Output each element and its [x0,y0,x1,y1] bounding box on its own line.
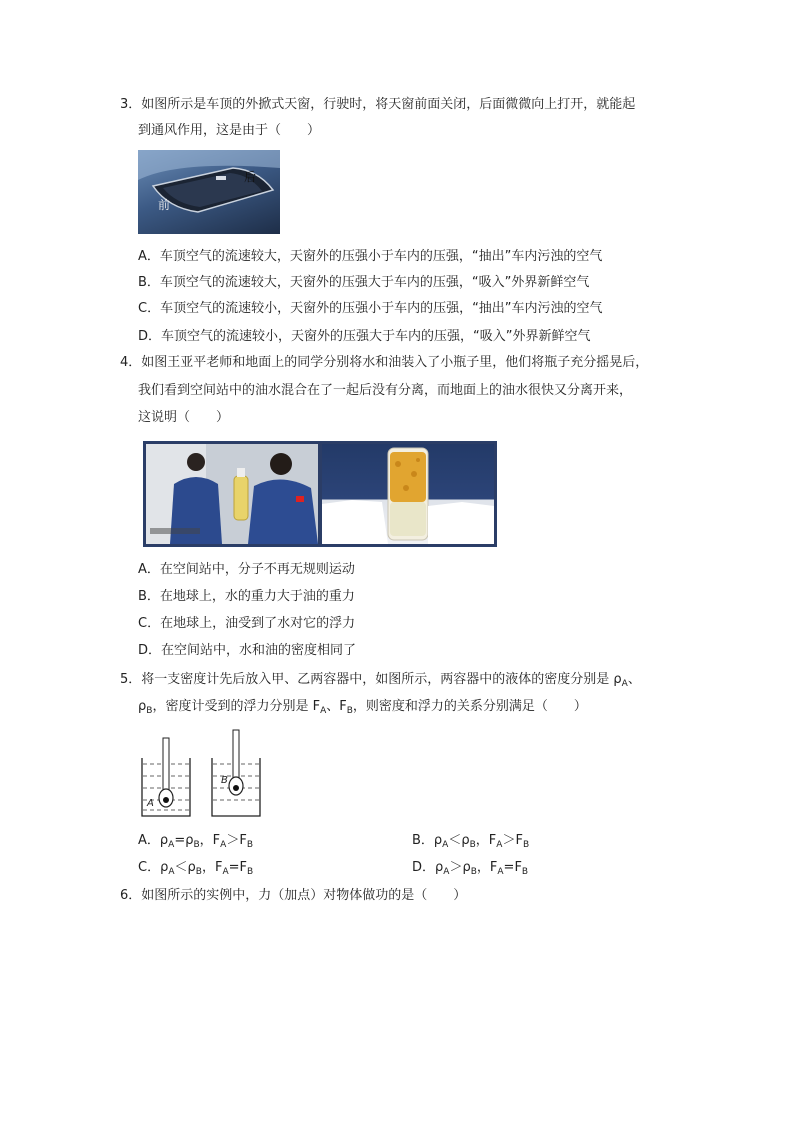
container-label-b: B [221,775,228,786]
q5-hydrometer-diagram [138,728,278,820]
q3-sunroof-image [138,150,280,234]
q5-option-d: D．$\rho_A>\rho_B$，$F_A=F_B$ [412,860,529,877]
oil-water-bottle-drawing [322,444,494,544]
space-station-photo [146,444,318,544]
q3-option-d: D．车顶空气的流速较小，天窗外的压强大于车内的压强，“吸入”外界新鲜空气 [138,329,591,344]
containers-drawing [138,728,278,820]
q5-option-a: A．$\rho_A=\rho_B$，$F_A>F_B$ [138,833,253,850]
container-label-a: A [147,798,154,809]
q4-option-b: B．在地球上，水的重力大于油的重力 [138,589,355,604]
q4-option-d: D．在空间站中，水和油的密度相同了 [138,643,357,658]
q3-option-c: C．车顶空气的流速较小，天窗外的压强小于车内的压强，“抽出”车内污浊的空气 [138,301,603,316]
q3-stem-line1: 3．如图所示是车顶的外掀式天窗，行驶时，将天窗前面关闭，后面微微向上打开，就能起 [120,97,636,112]
q4-number: 4． [120,355,142,370]
q5-number: 5． [120,672,142,687]
q3-option-a: A．车顶空气的流速较大，天窗外的压强小于车内的压强，“抽出”车内污浊的空气 [138,249,603,264]
q6-stem-line1: 6．如图所示的实例中，力（加点）对物体做功的是（ ） [120,888,467,903]
q3-number: 3． [120,97,142,112]
q6-number: 6． [120,888,142,903]
q5-stem-line2: $\rho_B$，密度计受到的浮力分别是 $F_A$、$F_B$，则密度和浮力的关系分别满足（ ） [138,699,587,716]
sunroof-drawing [138,150,280,234]
q4-option-a: A．在空间站中，分子不再无规则运动 [138,562,355,577]
astronauts-drawing [146,444,318,544]
q4-photo-strip [143,441,497,547]
q3-option-b: B．车顶空气的流速较大，天窗外的压强大于车内的压强，“吸入”外界新鲜空气 [138,275,590,290]
ground-bottle-photo [322,444,494,544]
label-back: 后 [244,170,257,184]
q5-option-c: C．$\rho_A<\rho_B$，$F_A=F_B$ [138,860,254,877]
q4-stem-line2: 我们看到空间站中的油水混合在了一起后没有分离，而地面上的油水很快又分离开来， [138,383,633,398]
q5-option-b: B．$\rho_A<\rho_B$，$F_A>F_B$ [412,833,530,850]
q3-stem-line2: 到通风作用，这是由于（ ） [138,123,321,138]
q4-stem-line1: 4．如图王亚平老师和地面上的同学分别将水和油装入了小瓶子里，他们将瓶子充分摇晃后， [120,355,649,370]
label-front: 前 [158,198,171,212]
q5-stem-line1: 5．将一支密度计先后放入甲、乙两容器中，如图所示，两容器中的液体的密度分别是 $\rho_A$、 [120,672,641,689]
q4-stem-line3: 这说明（ ） [138,410,230,425]
q4-option-c: C．在地球上，油受到了水对它的浮力 [138,616,356,631]
